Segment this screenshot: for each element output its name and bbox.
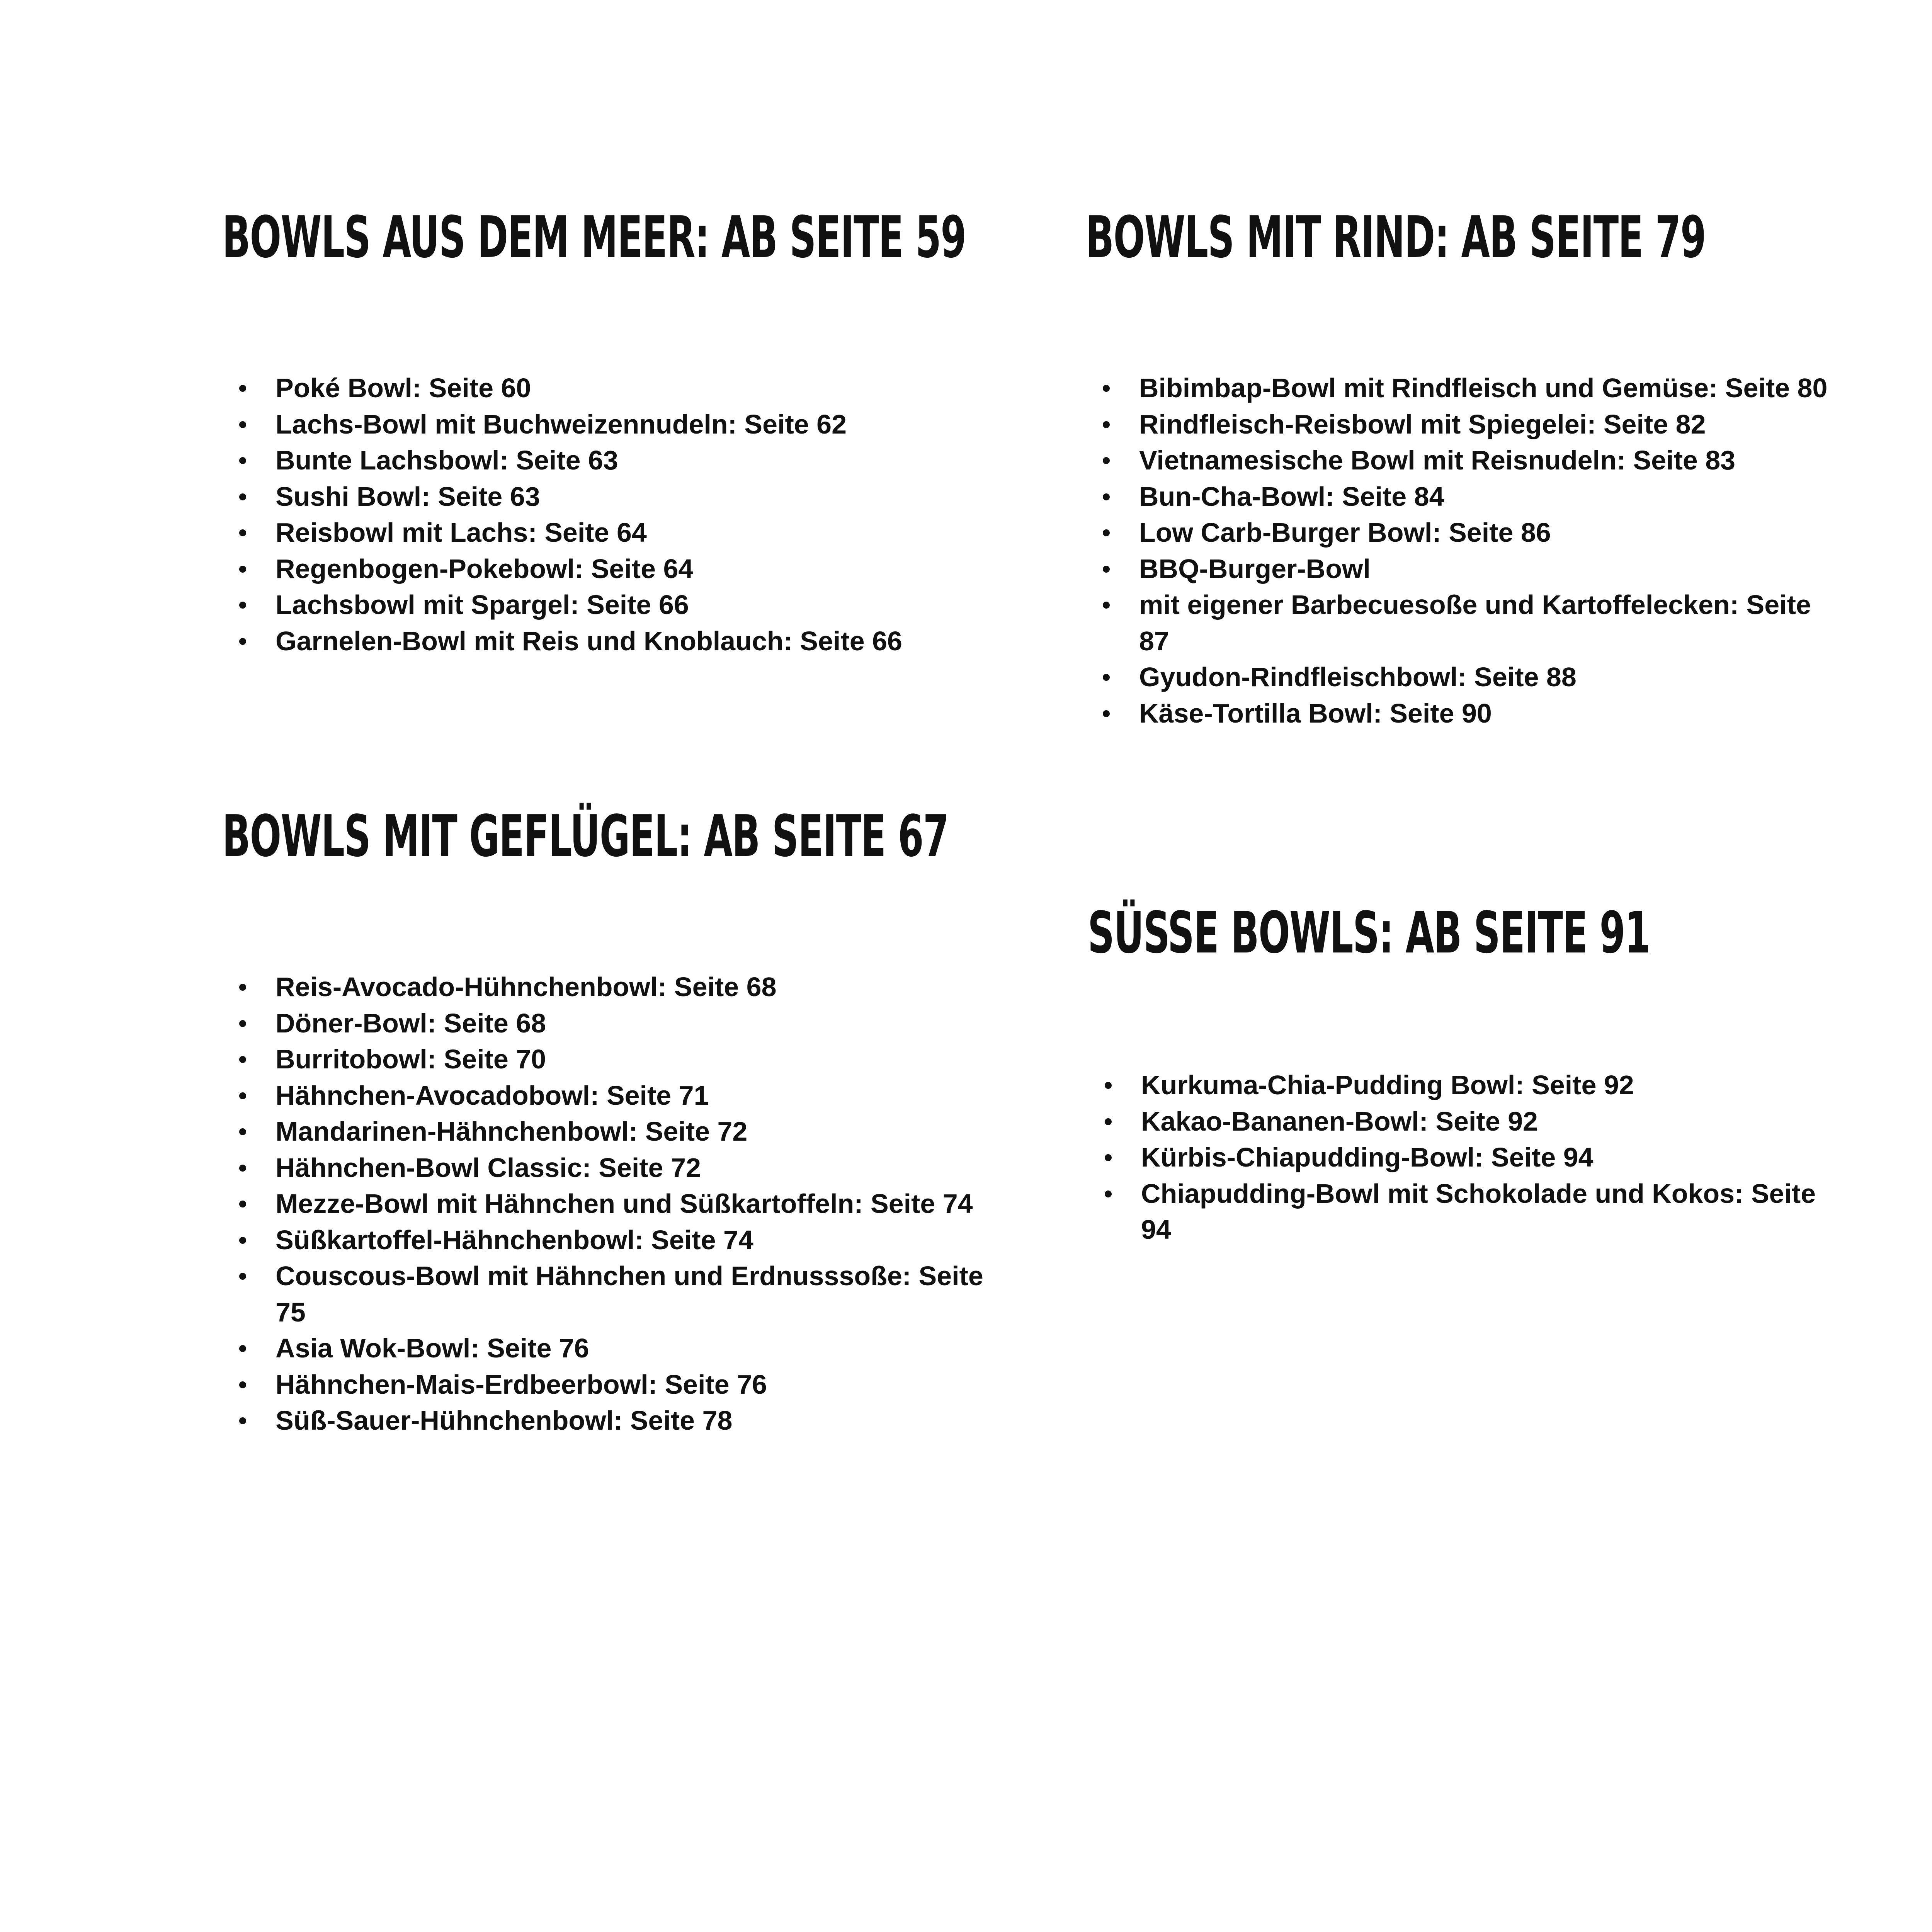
list-item: Regenbogen-Pokebowl: Seite 64 [222, 551, 1014, 587]
list-item: Chiapudding-Bowl mit Schokolade und Kokos: Seite 94 [1088, 1176, 1841, 1248]
bullet-icon [239, 385, 246, 392]
list-item: Mandarinen-Hähnchenbowl: Seite 72 [222, 1114, 1014, 1150]
list-item: Vietnamesische Bowl mit Reisnudeln: Seite 83 [1086, 442, 1839, 479]
bullet-icon [239, 1092, 246, 1099]
section-heading: SÜSSE BOWLS: AB SEITE 91 [1088, 900, 1650, 966]
bullet-icon [239, 493, 246, 500]
bullet-icon [1103, 529, 1110, 536]
list-item: Sushi Bowl: Seite 63 [222, 479, 1014, 515]
list-item: Hähnchen-Avocadobowl: Seite 71 [222, 1078, 1014, 1114]
list-item: Hähnchen-Bowl Classic: Seite 72 [222, 1150, 1014, 1186]
bullet-icon [239, 1273, 246, 1280]
list-item: Kurkuma-Chia-Pudding Bowl: Seite 92 [1088, 1067, 1841, 1104]
list-item: BBQ-Burger-Bowl [1086, 551, 1839, 587]
list-item: Mezze-Bowl mit Hähnchen und Süßkartoffeln: Seite 74 [222, 1186, 1014, 1222]
list-item: Bunte Lachsbowl: Seite 63 [222, 442, 1014, 479]
bullet-icon [239, 457, 246, 464]
bullet-icon [239, 1201, 246, 1208]
bullet-icon [1103, 421, 1110, 428]
list-item: Kakao-Bananen-Bowl: Seite 92 [1088, 1104, 1841, 1140]
recipe-list [1086, 370, 1839, 731]
bullet-icon [239, 421, 246, 428]
recipe-list [222, 370, 1014, 659]
list-item: Gyudon-Rindfleischbowl: Seite 88 [1086, 659, 1839, 696]
list-item: Süß-Sauer-Hühnchenbowl: Seite 78 [222, 1403, 1014, 1439]
recipe-list [1088, 1067, 1841, 1248]
section-bowls-mit-rind [1086, 204, 1839, 731]
recipe-list [222, 969, 1014, 1439]
list-item: mit eigener Barbecuesoße und Kartoffelecken: Seite 87 [1086, 587, 1839, 659]
bullet-icon [1105, 1154, 1112, 1161]
bullet-icon [239, 1128, 246, 1135]
list-item: Lachs-Bowl mit Buchweizennudeln: Seite 62 [222, 406, 1014, 443]
list-item: Rindfleisch-Reisbowl mit Spiegelei: Seite 82 [1086, 406, 1839, 443]
section-heading: BOWLS MIT RIND: AB SEITE 79 [1086, 204, 1706, 270]
bullet-icon [1103, 674, 1110, 681]
bullet-icon [239, 638, 246, 645]
bullet-icon [239, 1056, 246, 1063]
list-item: Low Carb-Burger Bowl: Seite 86 [1086, 515, 1839, 551]
section-bowls-aus-dem-meer [222, 204, 1014, 659]
bullet-icon [239, 984, 246, 991]
section-heading: BOWLS MIT GEFLÜGEL: AB SEITE 67 [222, 803, 949, 869]
list-item: Bibimbap-Bowl mit Rindfleisch und Gemüse: Seite 80 [1086, 370, 1839, 406]
bullet-icon [1105, 1082, 1112, 1089]
bullet-icon [1103, 566, 1110, 573]
bullet-icon [239, 566, 246, 573]
list-item: Garnelen-Bowl mit Reis und Knoblauch: Seite 66 [222, 623, 1014, 660]
bullet-icon [239, 1417, 246, 1424]
bullet-icon [1103, 710, 1110, 717]
list-item: Bun-Cha-Bowl: Seite 84 [1086, 479, 1839, 515]
bullet-icon [239, 1020, 246, 1027]
list-item: Asia Wok-Bowl: Seite 76 [222, 1330, 1014, 1367]
list-item: Reisbowl mit Lachs: Seite 64 [222, 515, 1014, 551]
list-item: Burritobowl: Seite 70 [222, 1041, 1014, 1078]
section-heading: BOWLS AUS DEM MEER: AB SEITE 59 [222, 204, 966, 270]
section-suesse-bowls [1088, 900, 1841, 1248]
bullet-icon [239, 1237, 246, 1244]
list-item: Käse-Tortilla Bowl: Seite 90 [1086, 696, 1839, 732]
list-item: Couscous-Bowl mit Hähnchen und Erdnusssoße: Seite 75 [222, 1258, 1014, 1330]
list-item: Süßkartoffel-Hähnchenbowl: Seite 74 [222, 1222, 1014, 1259]
bullet-icon [239, 602, 246, 609]
list-item: Reis-Avocado-Hühnchenbowl: Seite 68 [222, 969, 1014, 1005]
list-item: Lachsbowl mit Spargel: Seite 66 [222, 587, 1014, 623]
list-item: Kürbis-Chiapudding-Bowl: Seite 94 [1088, 1139, 1841, 1176]
bullet-icon [1103, 493, 1110, 500]
bullet-icon [1103, 457, 1110, 464]
bullet-icon [1105, 1190, 1112, 1197]
bullet-icon [1103, 602, 1110, 609]
list-item: Poké Bowl: Seite 60 [222, 370, 1014, 406]
bullet-icon [239, 1165, 246, 1172]
bullet-icon [1103, 385, 1110, 392]
list-item: Döner-Bowl: Seite 68 [222, 1005, 1014, 1042]
list-item: Hähnchen-Mais-Erdbeerbowl: Seite 76 [222, 1367, 1014, 1403]
bullet-icon [239, 529, 246, 536]
bullet-icon [1105, 1118, 1112, 1125]
bullet-icon [239, 1381, 246, 1388]
section-bowls-mit-gefluegel [222, 803, 1014, 1439]
bullet-icon [239, 1345, 246, 1352]
